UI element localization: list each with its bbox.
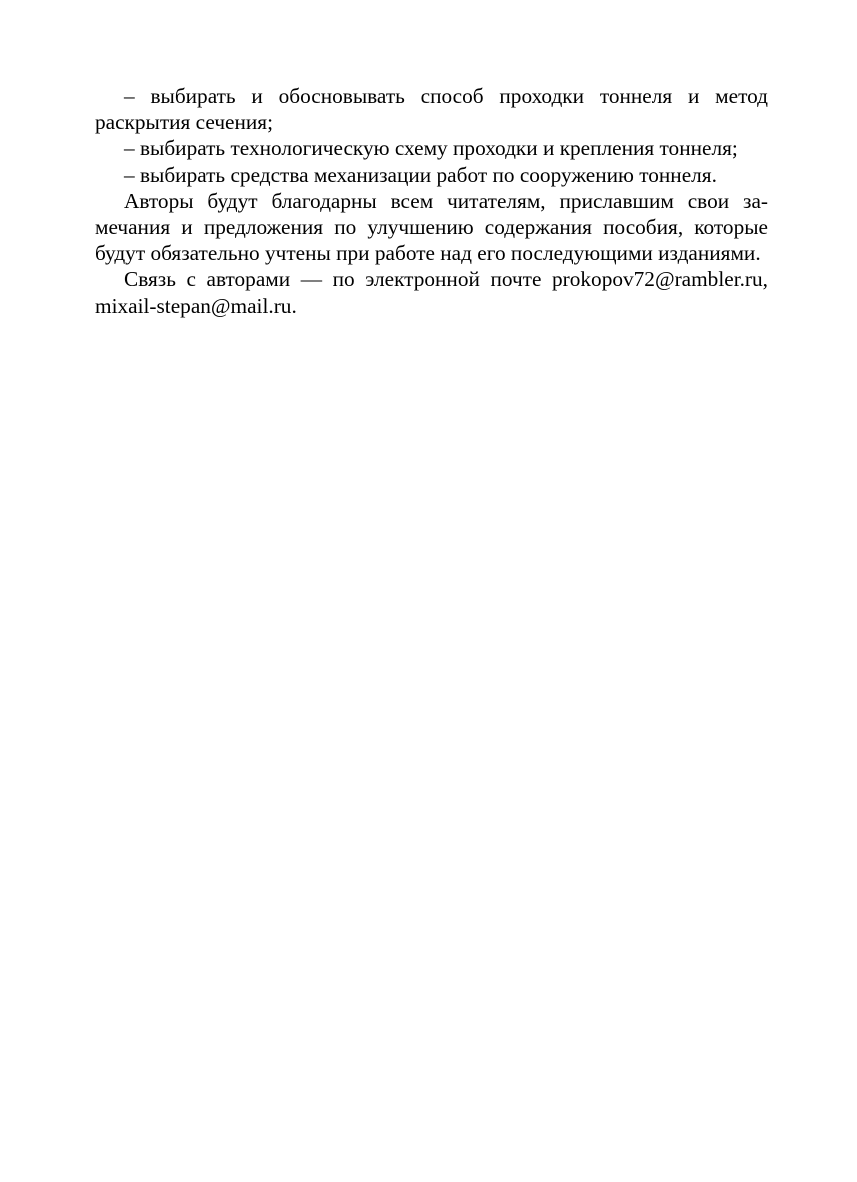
- bullet-technology-scheme: – выбирать технологическую схему проходки и крепления тоннеля;: [124, 136, 738, 161]
- contact-paragraph: Связь с авторами — по электронной почте prokopov72@rambler.ru, mixail-stepan@mail.ru.: [95, 267, 768, 318]
- bullet-mechanization: – выбирать средства механизации работ по сооружению тоннеля.: [124, 162, 717, 187]
- document-page: [95, 83, 768, 319]
- authors-thanks-paragraph: Авторы будут благодарны всем читателям, приславшим свои замечания и предложения по улучшению содержания пособия, которые будут обязательно учтены при работе над его последующими изданиями.: [95, 188, 768, 266]
- bullet-tunnel-method: – выбирать и обосновывать способ проходки тоннеля и метод раскрытия сечения;: [95, 84, 768, 135]
